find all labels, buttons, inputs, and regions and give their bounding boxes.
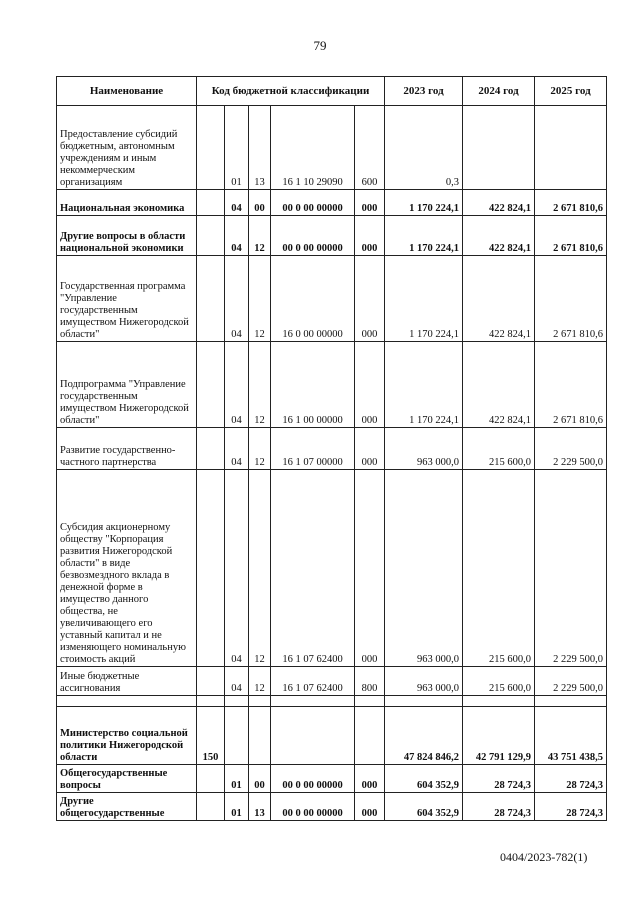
row-code-section: 04 (225, 190, 249, 216)
row-code-subsection: 12 (249, 667, 271, 696)
row-value-2024 (463, 106, 535, 190)
row-code-ministry (197, 342, 225, 428)
table-row (57, 342, 607, 428)
row-code-expense: 000 (355, 793, 385, 821)
row-code-subsection: 12 (249, 428, 271, 470)
table-row (57, 707, 607, 765)
row-code-expense: 000 (355, 428, 385, 470)
row-code-target (271, 696, 355, 707)
row-value-2024: 215 600,0 (463, 470, 535, 667)
table-row (57, 106, 607, 190)
row-code-expense: 000 (355, 216, 385, 256)
row-code-ministry (197, 793, 225, 821)
row-code-section: 01 (225, 106, 249, 190)
row-code-subsection: 00 (249, 765, 271, 793)
row-name: Государственная программа "Управление государственным имуществом Нижегородской области" (57, 256, 197, 342)
row-value-2025 (535, 106, 607, 190)
row-code-section: 04 (225, 428, 249, 470)
row-value-2023: 963 000,0 (385, 470, 463, 667)
row-code-subsection: 12 (249, 256, 271, 342)
row-value-2025: 2 229 500,0 (535, 428, 607, 470)
row-code-ministry (197, 216, 225, 256)
row-code-target: 16 1 10 29090 (271, 106, 355, 190)
row-code-subsection (249, 707, 271, 765)
row-code-ministry (197, 256, 225, 342)
row-value-2023: 963 000,0 (385, 667, 463, 696)
row-value-2025: 2 229 500,0 (535, 667, 607, 696)
row-value-2025 (535, 696, 607, 707)
row-code-target: 00 0 00 00000 (271, 190, 355, 216)
row-value-2024: 422 824,1 (463, 256, 535, 342)
row-code-ministry (197, 765, 225, 793)
row-value-2023: 1 170 224,1 (385, 216, 463, 256)
page-number: 79 (313, 38, 327, 53)
budget-table (56, 76, 607, 821)
row-code-expense: 000 (355, 765, 385, 793)
row-name: Министерство социальной политики Нижегородской области (57, 707, 197, 765)
row-code-expense: 600 (355, 106, 385, 190)
row-value-2023: 1 170 224,1 (385, 190, 463, 216)
row-code-section (225, 696, 249, 707)
document-code: 0404/2023-782(1) (500, 850, 588, 864)
row-value-2024: 422 824,1 (463, 190, 535, 216)
row-name: Общегосударственные вопросы (57, 765, 197, 793)
row-value-2023: 0,3 (385, 106, 463, 190)
row-name: Развитие государственно-частного партнерства (57, 428, 197, 470)
row-code-section: 04 (225, 256, 249, 342)
row-code-ministry (197, 190, 225, 216)
table-row-spacer (57, 696, 607, 707)
row-code-ministry (197, 428, 225, 470)
row-code-subsection: 12 (249, 216, 271, 256)
row-code-expense (355, 696, 385, 707)
row-code-subsection: 13 (249, 793, 271, 821)
row-code-ministry (197, 106, 225, 190)
row-value-2024: 28 724,3 (463, 765, 535, 793)
row-value-2025: 28 724,3 (535, 793, 607, 821)
row-code-section (225, 707, 249, 765)
row-code-ministry (197, 667, 225, 696)
row-code-expense: 000 (355, 190, 385, 216)
row-value-2024: 215 600,0 (463, 428, 535, 470)
row-value-2025: 2 671 810,6 (535, 190, 607, 216)
row-code-target: 16 1 07 00000 (271, 428, 355, 470)
row-code-expense: 000 (355, 256, 385, 342)
row-value-2024: 215 600,0 (463, 667, 535, 696)
row-name (57, 696, 197, 707)
row-code-subsection: 00 (249, 190, 271, 216)
row-value-2023: 604 352,9 (385, 765, 463, 793)
row-code-target (271, 707, 355, 765)
row-code-section: 04 (225, 470, 249, 667)
row-code-expense: 000 (355, 470, 385, 667)
header-name: Наименование (57, 77, 197, 106)
row-name: Другие общегосударственные (57, 793, 197, 821)
row-value-2025: 2 229 500,0 (535, 470, 607, 667)
row-code-ministry (197, 696, 225, 707)
row-value-2024: 28 724,3 (463, 793, 535, 821)
row-code-target: 16 1 07 62400 (271, 470, 355, 667)
row-code-section: 01 (225, 765, 249, 793)
header-2024: 2024 год (463, 77, 535, 106)
row-code-target: 00 0 00 00000 (271, 216, 355, 256)
row-code-subsection: 13 (249, 106, 271, 190)
row-value-2025: 28 724,3 (535, 765, 607, 793)
row-code-expense: 000 (355, 342, 385, 428)
row-code-target: 00 0 00 00000 (271, 793, 355, 821)
row-code-section: 04 (225, 667, 249, 696)
row-code-target: 16 1 07 62400 (271, 667, 355, 696)
table-row (57, 667, 607, 696)
row-value-2025: 43 751 438,5 (535, 707, 607, 765)
row-name: Субсидия акционерному обществу "Корпорация развития Нижегородской области" в виде безвозмездного вклада в денежной форме в имущество данного общества, не увеличивающего его уставный капитал и не изменяющего номинальную стоимость акций (57, 470, 197, 667)
row-value-2025: 2 671 810,6 (535, 216, 607, 256)
row-code-ministry: 150 (197, 707, 225, 765)
table-header (57, 77, 607, 106)
row-value-2023: 604 352,9 (385, 793, 463, 821)
table-row (57, 765, 607, 793)
row-code-section: 04 (225, 216, 249, 256)
row-name: Другие вопросы в области национальной экономики (57, 216, 197, 256)
row-value-2023: 1 170 224,1 (385, 256, 463, 342)
row-value-2023: 47 824 846,2 (385, 707, 463, 765)
table-row (57, 470, 607, 667)
row-code-subsection (249, 696, 271, 707)
row-value-2024 (463, 696, 535, 707)
row-code-target: 00 0 00 00000 (271, 765, 355, 793)
row-name: Иные бюджетные ассигнования (57, 667, 197, 696)
row-value-2025: 2 671 810,6 (535, 342, 607, 428)
header-2025: 2025 год (535, 77, 607, 106)
row-name: Национальная экономика (57, 190, 197, 216)
row-code-subsection: 12 (249, 342, 271, 428)
row-name: Предоставление субсидий бюджетным, автономным учреждениям и иным некоммерческим организациям (57, 106, 197, 190)
header-2023: 2023 год (385, 77, 463, 106)
table-row (57, 428, 607, 470)
row-name: Подпрограмма "Управление государственным имуществом Нижегородской области" (57, 342, 197, 428)
row-code-expense: 800 (355, 667, 385, 696)
table-row (57, 793, 607, 821)
row-value-2025: 2 671 810,6 (535, 256, 607, 342)
row-code-target: 16 1 00 00000 (271, 342, 355, 428)
row-value-2023: 963 000,0 (385, 428, 463, 470)
row-value-2023: 1 170 224,1 (385, 342, 463, 428)
row-value-2023 (385, 696, 463, 707)
row-code-ministry (197, 470, 225, 667)
row-value-2024: 42 791 129,9 (463, 707, 535, 765)
row-value-2024: 422 824,1 (463, 342, 535, 428)
table-row (57, 216, 607, 256)
table-row (57, 190, 607, 216)
row-code-subsection: 12 (249, 470, 271, 667)
row-code-section: 01 (225, 793, 249, 821)
header-code: Код бюджетной классификации (197, 77, 385, 106)
row-value-2024: 422 824,1 (463, 216, 535, 256)
row-code-section: 04 (225, 342, 249, 428)
table-row (57, 256, 607, 342)
row-code-target: 16 0 00 00000 (271, 256, 355, 342)
row-code-expense (355, 707, 385, 765)
